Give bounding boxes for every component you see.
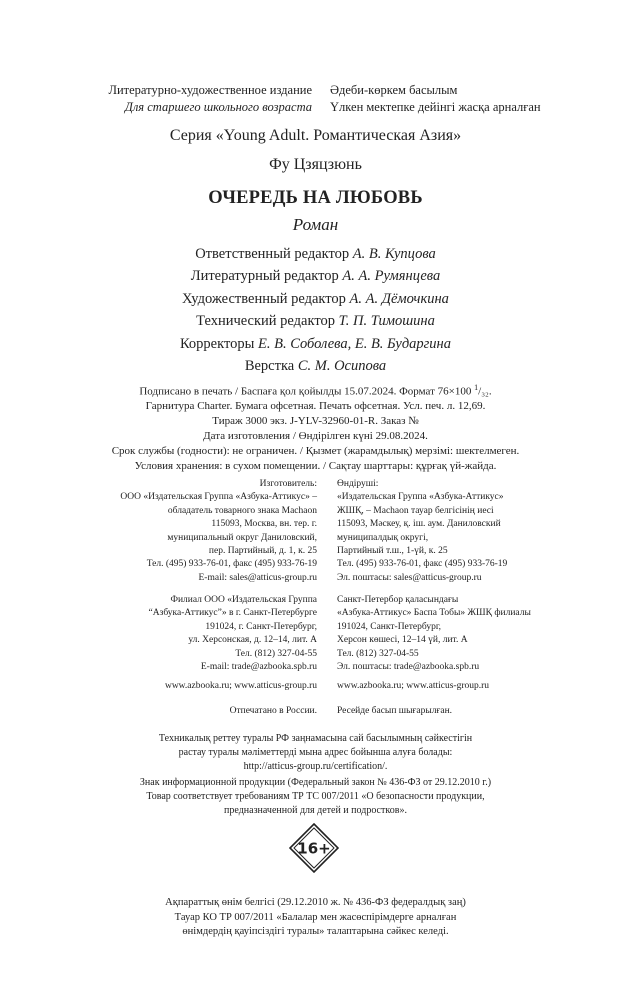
credit-name: А. А. Дёмочкина	[349, 290, 449, 307]
info-mark-line: Товар соответствует требованиям ТР ТС 007/2011 «О безопасности продукции,	[146, 791, 485, 802]
manufacturer-line: Тел. (495) 933-76-01, факс (495) 933-76-19	[146, 559, 317, 570]
branch-line: Херсон көшесі, 12–14 үй, лит. А	[337, 635, 468, 646]
manufacturer-line: 115093, Москва, вн. тер. г.	[211, 519, 317, 530]
manufacturer-line: Өндіруші:	[337, 479, 379, 489]
footer-line: Тауар КО ТР 007/2011 «Балалар мен жасөспірімдерге арналған	[174, 911, 457, 923]
manufacturer-kz	[337, 478, 507, 585]
storage-conditions: Условия хранения: в сухом помещении. / Сақтау шарттары: құрғақ үй-жайда.	[134, 459, 497, 472]
credit-role: Технический редактор	[196, 313, 335, 330]
manufacturer-line: Эл. поштасы: sales@atticus-group.ru	[337, 572, 482, 583]
credit-name: Т. П. Тимошина	[338, 313, 435, 330]
manufacture-date: Дата изготовления / Өндірілген күні 29.08.2024.	[203, 430, 428, 443]
credit-line	[0, 310, 631, 332]
info-mark-line: Знак информационной продукции (Федеральный закон № 436-ФЗ от 29.12.2010 г.)	[139, 777, 492, 788]
book-title: ОЧЕРЕДЬ НА ЛЮБОВЬ	[208, 188, 423, 208]
branch-line: E-mail: trade@azbooka.spb.ru	[200, 662, 317, 673]
credit-line	[0, 243, 631, 265]
branch-kz	[337, 594, 531, 674]
credit-line	[0, 333, 631, 355]
signed-line	[0, 381, 631, 399]
branch-line: «Азбука-Аттикус» Баспа Тобы» ЖШҚ филиалы	[337, 608, 531, 619]
manufacturer-line: муниципалдық округі,	[337, 532, 429, 543]
credit-name: С. М. Осипова	[297, 358, 387, 375]
print-run: Тираж 3000 экз. J-YLV-32960-01-R. Заказ №	[212, 415, 419, 428]
credit-role: Корректоры	[179, 335, 255, 352]
branch-line: Тел. (812) 327-04-55	[337, 648, 419, 659]
printed-kz: Ресейде басып шығарылған.	[337, 706, 453, 716]
age-rating-badge-icon	[289, 823, 339, 873]
branch-line: Эл. поштасы: trade@azbooka.spb.ru	[337, 662, 480, 673]
credit-role: Художественный редактор	[182, 290, 346, 307]
branch-line: 191024, Санкт-Петербург,	[337, 621, 442, 632]
series: Серия «Young Adult. Романтическая Азия»	[169, 127, 462, 144]
manufacturer-line: Тел. (495) 933-76-01, факс (495) 933-76-19	[337, 559, 508, 570]
genre: Роман	[292, 215, 339, 234]
credit-name: Е. В. Соболева, Е. В. Бударгина	[257, 335, 452, 352]
certification-line: http://atticus-group.ru/certification/.	[243, 761, 388, 772]
credit-name: А. В. Купцова	[352, 246, 436, 262]
credit-line	[0, 265, 631, 287]
signed-text: Подписано в печать / Баспаға қол қойылды 15.07.2024. Формат 76×100	[139, 385, 472, 398]
credits	[0, 243, 631, 377]
footer-kz	[0, 896, 631, 940]
footer-line: Ақпараттық өнім белгісі (29.12.2010 ж. № 436-ФЗ федералдық заң)	[165, 897, 466, 908]
branch-line: Санкт-Петербор қаласындағы	[337, 595, 459, 605]
manufacturer-line: Партийный т.ш., 1-үй, к. 25	[337, 546, 448, 557]
websites-ru: www.azbooka.ru; www.atticus-group.ru	[164, 681, 317, 691]
manufacturer-line: E-mail: sales@atticus-group.ru	[198, 572, 317, 583]
manufacturer-line: ЖШҚ, – Machaon тауар белгісінің иесі	[337, 505, 494, 516]
branch-line: “Азбука-Аттикус”» в г. Санкт-Петербурге	[148, 608, 317, 619]
manufacturer-line: муниципальный округ Даниловский,	[167, 532, 317, 543]
manufacturer-line: Изготовитель:	[259, 479, 317, 489]
certification-info	[0, 732, 631, 774]
author: Фу Цзяцзюнь	[269, 156, 362, 173]
credit-name: А. А. Румянцева	[342, 268, 441, 285]
credit-role: Литературный редактор	[190, 268, 339, 285]
manufacturer-line: обладатель товарного знака Machaon	[167, 505, 317, 516]
age-group-ru: Для старшего школьного возраста	[124, 100, 312, 114]
manufacturer-line: «Издательская Группа «Азбука-Аттикус»	[337, 492, 504, 503]
publication-info	[0, 381, 631, 473]
service-life: Срок службы (годности): не ограничен. / Қызмет (жарамдылық) мерзімі: шектелмеген.	[111, 444, 520, 457]
branch-line: Филиал ООО «Издательская Группа	[170, 595, 317, 605]
credit-role: Верстка	[244, 358, 295, 375]
manufacturer-line: ООО «Издательская Группа «Азбука-Аттикус» –	[120, 492, 317, 503]
credit-line	[0, 355, 631, 377]
certification-line: растау туралы мәліметтерді мына адрес бойынша алуға болады:	[178, 747, 453, 758]
credit-role: Ответственный редактор	[195, 246, 350, 262]
format-fraction-num: 1	[474, 383, 479, 392]
header-left	[109, 82, 313, 116]
certification-line: Техникалық реттеу туралы РФ заңнамасына сай басылымның сәйкестігін	[158, 733, 473, 744]
edition-type-ru: Литературно-художественное издание	[108, 83, 312, 97]
credit-line	[0, 288, 631, 310]
branch-line: ул. Херсонская, д. 12–14, лит. А	[188, 635, 317, 646]
branch-ru	[149, 594, 318, 674]
age-group-kz: Үлкен мектепке дейінгі жасқа арналған	[330, 100, 541, 114]
edition-type-kz: Әдеби-көркем басылым	[330, 83, 458, 97]
info-mark	[0, 776, 631, 818]
header-right	[330, 82, 541, 116]
branch-line: 191024, г. Санкт-Петербург,	[205, 621, 317, 632]
format-fraction-den: /₃₂.	[478, 385, 492, 398]
footer-line: өнімдердің қауіпсіздігі туралы» талаптарына сәйкес келеді.	[182, 926, 449, 938]
websites-kz: www.azbooka.ru; www.atticus-group.ru	[337, 681, 490, 691]
manufacturer-line: пер. Партийный, д. 1, к. 25	[208, 546, 317, 557]
font-info: Гарнитура Charter. Бумага офсетная. Печать офсетная. Усл. печ. л. 12,69.	[145, 400, 486, 413]
manufacturer-line: 115093, Мәскеу, қ. іш. аум. Даниловский	[337, 519, 501, 530]
age-rating-text: 16+	[297, 839, 331, 858]
branch-line: Тел. (812) 327-04-55	[235, 648, 317, 659]
manufacturer-ru	[120, 478, 317, 585]
printed-ru: Отпечатано в России.	[229, 706, 317, 716]
info-mark-line: предназначенной для детей и подростков».	[224, 805, 407, 816]
